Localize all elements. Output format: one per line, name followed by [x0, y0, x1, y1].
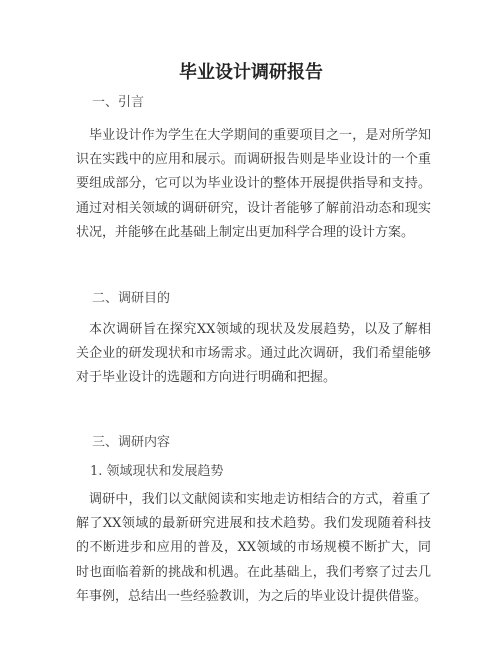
section-paragraph-content: 调研中，我们以文献阅读和实地走访相结合的方式，着重了解了XX领域的最新研究进展和技术趋势。我们发现随着科技的不断进步和应用的普及，XX领域的市场规模不断扩大，同时也面临着新的挑战和机遇。在此基础上，我们考察了过去几年事例，总结出一些经验教训，为之后的毕业设计提供借鉴。	[76, 492, 431, 604]
section-heading-content: 三、调研内容	[92, 435, 171, 450]
section-heading-purpose: 二、调研目的	[92, 291, 171, 306]
subsection-heading-field-status: 1. 领域现状和发展趋势	[90, 464, 224, 479]
section-heading-introduction: 一、引言	[92, 95, 145, 110]
section-paragraph-purpose: 本次调研旨在探究XX领域的现状及发展趋势，以及了解相关企业的研发现状和市场需求。通过此次调研，我们希望能够对于毕业设计的选题和方向进行明确和把握。	[76, 322, 431, 386]
section-paragraph-introduction: 毕业设计作为学生在大学期间的重要项目之一，是对所学知识在实践中的应用和展示。而调研报告则是毕业设计的一个重要组成部分，它可以为毕业设计的整体开展提供指导和支持。通过对相关领域的调研研究，设计者能够了解前沿动态和现实状况，并能够在此基础上制定出更加科学合理的设计方案。	[76, 128, 431, 240]
document-title: 毕业设计调研报告	[179, 62, 323, 83]
